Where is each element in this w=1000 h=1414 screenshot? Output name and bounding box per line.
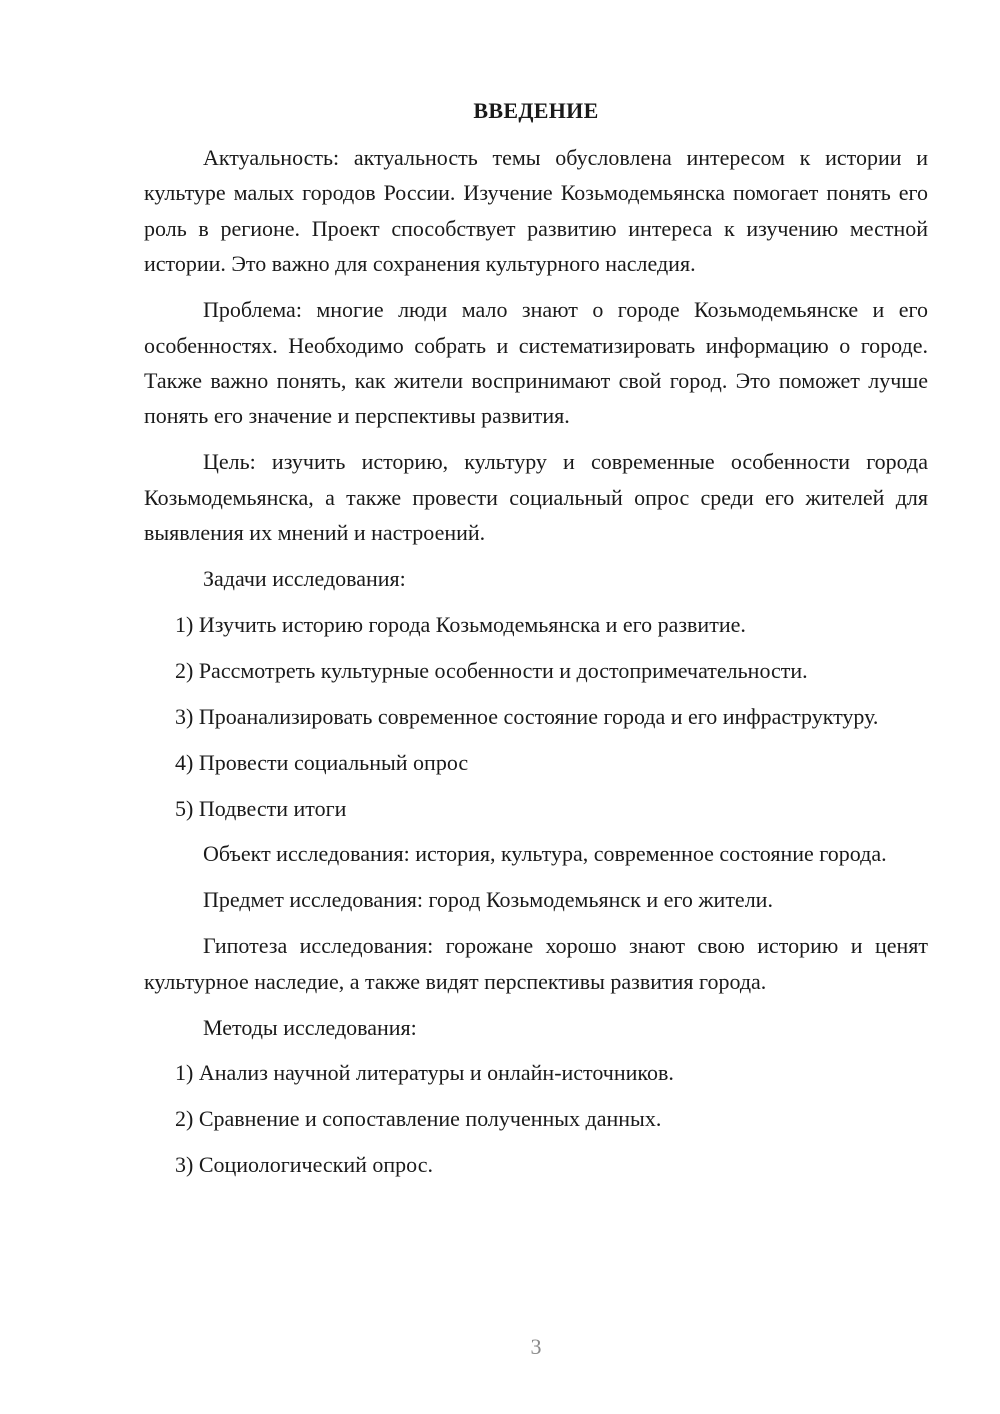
task-item: 2) Рассмотреть культурные особенности и достопримечательности. bbox=[175, 657, 808, 683]
page-body bbox=[144, 96, 928, 1193]
subject-paragraph: Предмет исследования: город Козьмодемьянск и его жители. bbox=[203, 887, 773, 913]
task-item: 5) Подвести итоги bbox=[175, 795, 347, 821]
problem-paragraph: Проблема: многие люди мало знают о городе Козьмодемьянске и его особенностях. Необходимо собрать и систематизировать информацию о городе. Также важно понять, как жители воспринимают свой город. Это поможет лучше понять его значение и перспективы развития. bbox=[144, 297, 928, 429]
task-item: 4) Провести социальный опрос bbox=[175, 749, 469, 775]
method-item: 3) Социологический опрос. bbox=[175, 1152, 433, 1178]
tasks-heading: Задачи исследования: bbox=[203, 565, 406, 591]
hypothesis-paragraph: Гипотеза исследования: горожане хорошо знают свою историю и ценят культурное наследие, а также видят перспективы развития города. bbox=[144, 933, 928, 994]
page-number: 3 bbox=[530, 1334, 542, 1359]
relevance-paragraph: Актуальность: актуальность темы обусловлена интересом к истории и культуре малых городов России. Изучение Козьмодемьянска помогает понять его роль в регионе. Проект способствует развитию интереса к изучению местной истории. Это важно для сохранения культурного наследия. bbox=[144, 145, 928, 277]
task-item: 1) Изучить историю города Козьмодемьянска и его развитие. bbox=[175, 611, 746, 637]
goal-paragraph: Цель: изучить историю, культуру и современные особенности города Козьмодемьянска, а также провести социальный опрос среди его жителей для выявления их мнений и настроений. bbox=[144, 449, 928, 546]
page-title: ВВЕДЕНИЕ bbox=[473, 98, 599, 123]
method-item: 2) Сравнение и сопоставление полученных данных. bbox=[175, 1106, 662, 1132]
object-paragraph: Объект исследования: история, культура, современное состояние города. bbox=[203, 841, 887, 867]
methods-heading: Методы исследования: bbox=[203, 1014, 417, 1040]
method-item: 1) Анализ научной литературы и онлайн-источников. bbox=[175, 1060, 674, 1086]
task-item: 3) Проанализировать современное состояние города и его инфраструктуру. bbox=[175, 703, 879, 729]
